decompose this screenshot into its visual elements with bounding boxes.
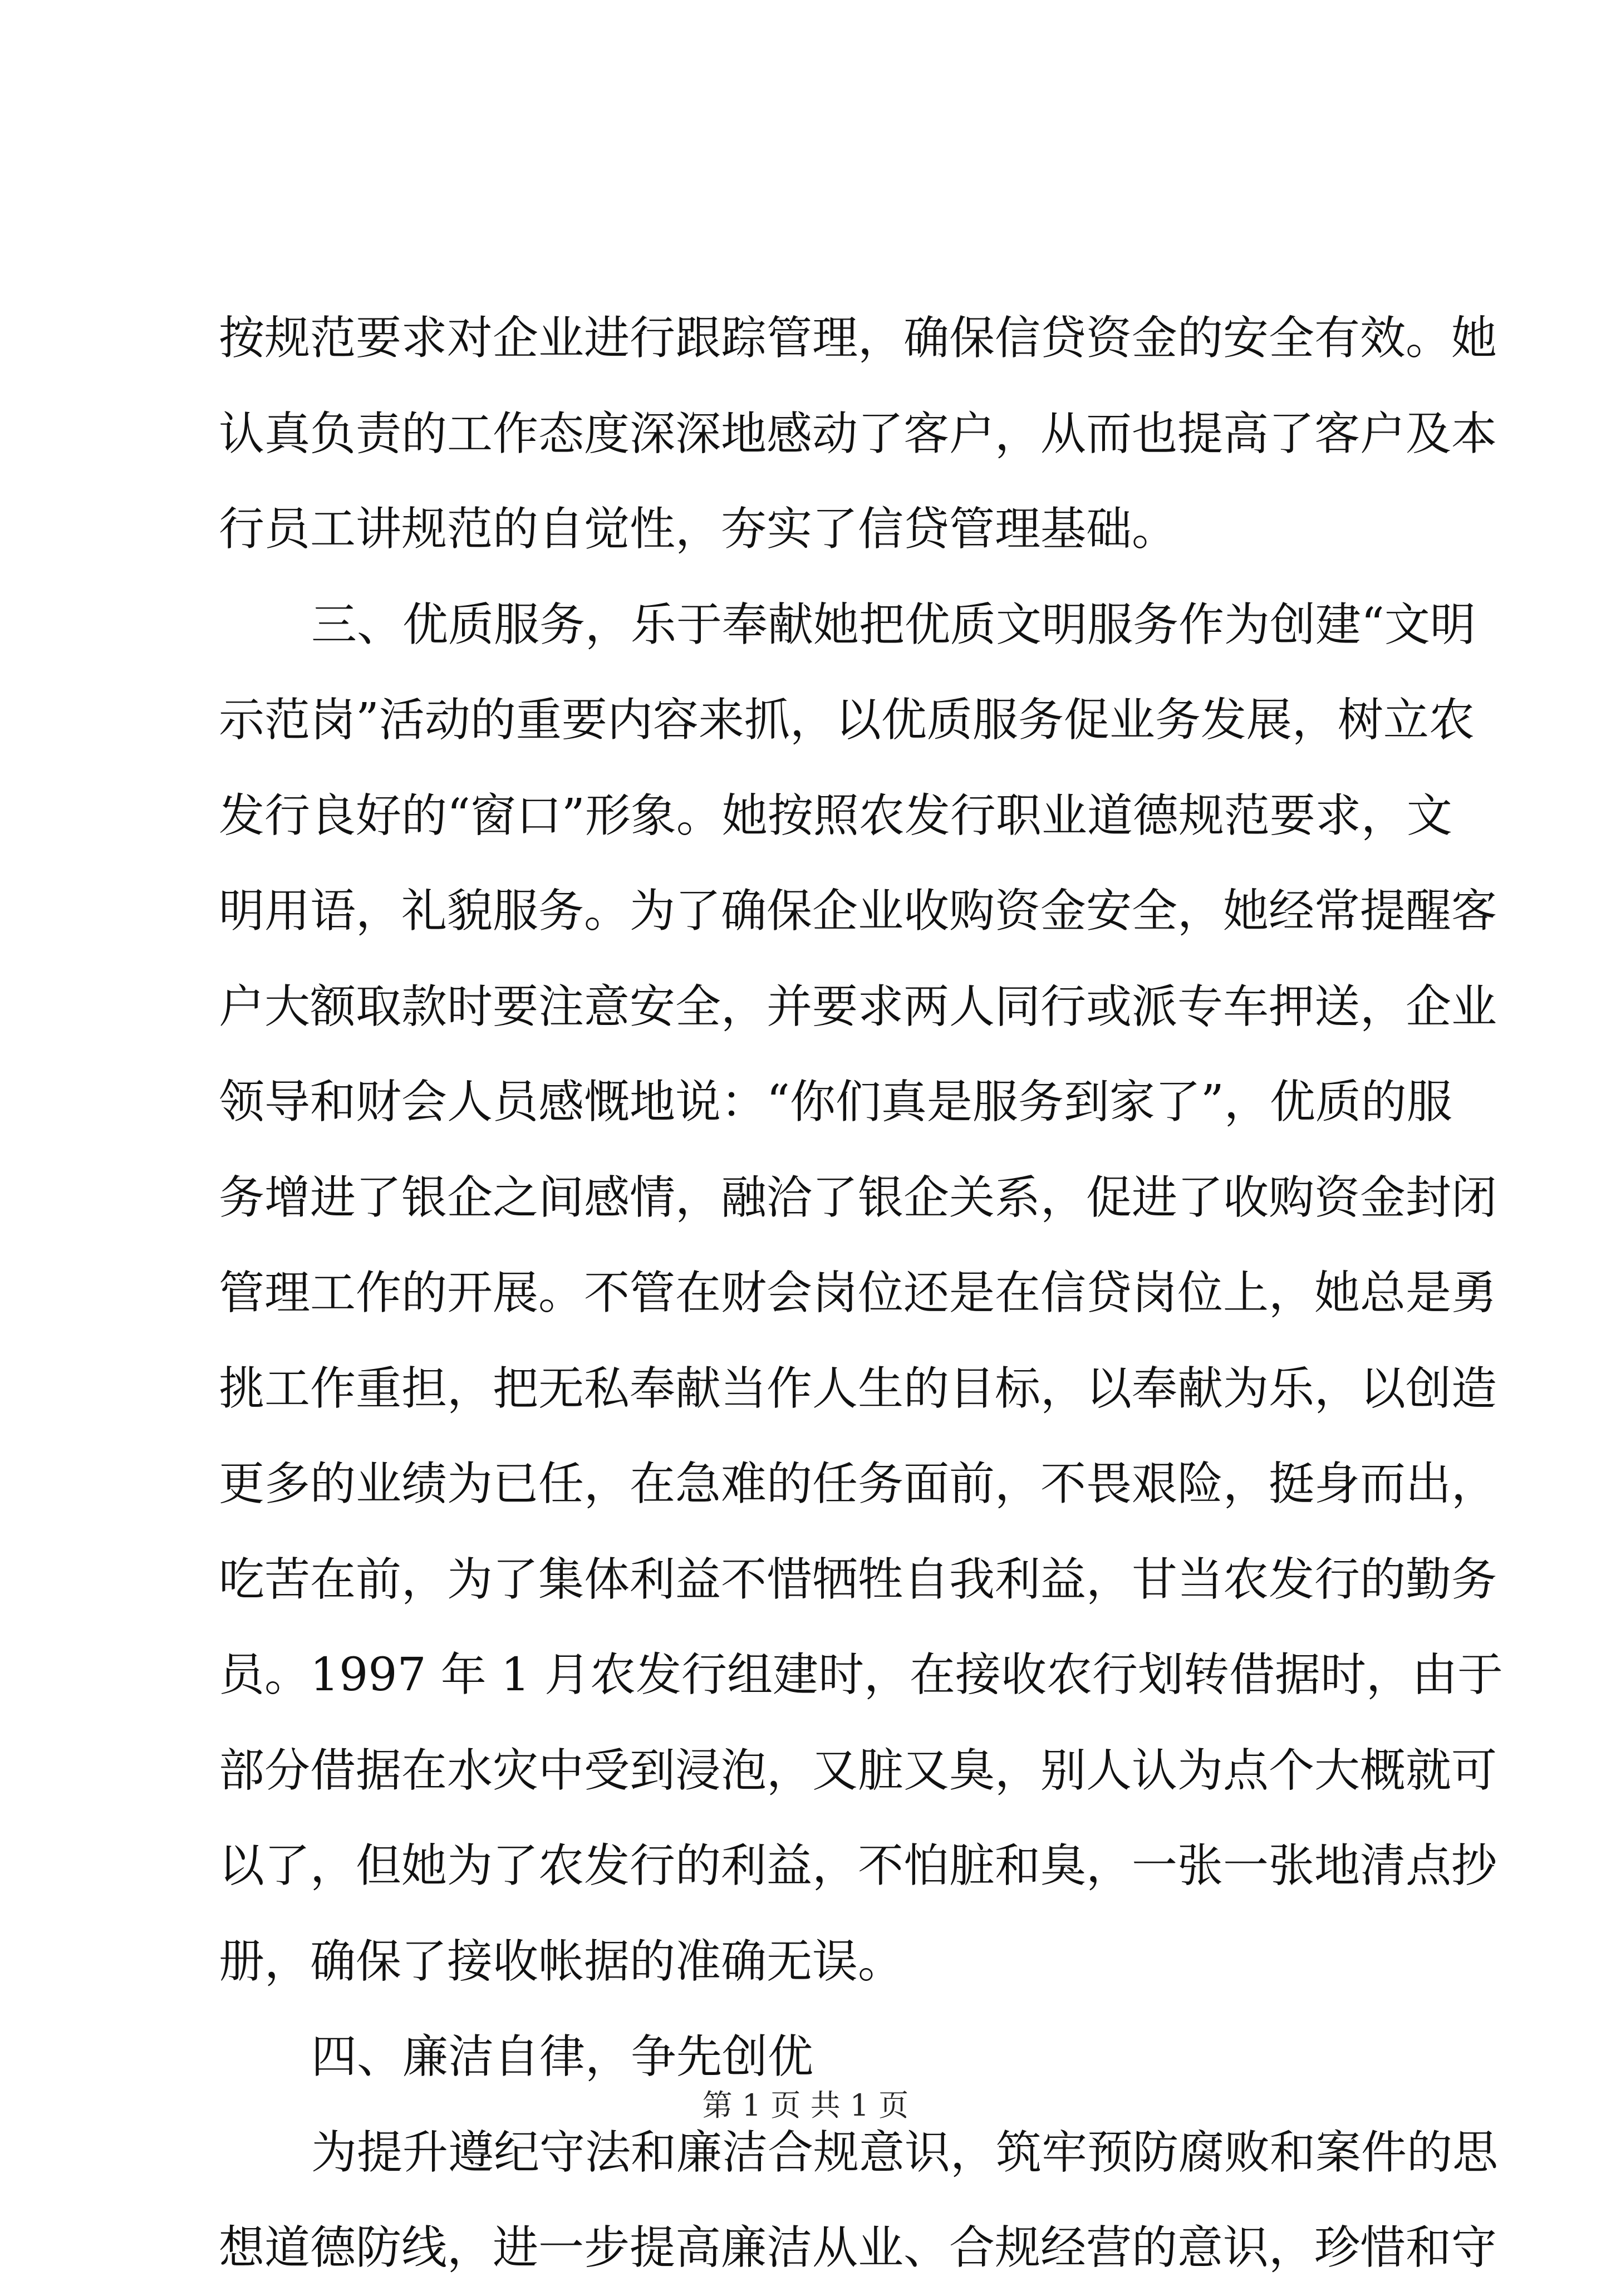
text-line: 领导和财会人员感慨地说：“你们真是服务到家了”，优质的服 bbox=[219, 1076, 1452, 1129]
body-text bbox=[219, 291, 1504, 2296]
text-line: 想道德防线，进一步提高廉洁从业、合规经营的意识，珍惜和守 bbox=[219, 2221, 1497, 2274]
text-line: 挑工作重担，把无私奉献当作人生的目标，以奉献为乐，以创造 bbox=[219, 1362, 1497, 1415]
text-line: 为提升遵纪守法和廉洁合规意识，筑牢预防腐败和案件的思 bbox=[311, 2126, 1499, 2179]
text-line: 户大额取款时要注意安全，并要求两人同行或派专车押送，企业 bbox=[219, 980, 1497, 1033]
text-line: 明用语，礼貌服务。为了确保企业收购资金安全，她经常提醒客 bbox=[219, 885, 1497, 938]
text-line: 以了，但她为了农发行的利益，不怕脏和臭，一张一张地清点抄 bbox=[219, 1839, 1497, 1892]
text-line: 示范岗”活动的重要内容来抓，以优质服务促业务发展，树立农 bbox=[219, 694, 1475, 747]
text-line: 按规范要求对企业进行跟踪管理，确保信贷资金的安全有效。她 bbox=[219, 312, 1497, 365]
text-line: 员。1997 年 1 月农发行组建时，在接收农行划转借据时，由于 bbox=[219, 1649, 1504, 1701]
text-line: 行员工讲规范的自觉性，夯实了信贷管理基础。 bbox=[219, 503, 1178, 556]
text-line: 认真负责的工作态度深深地感动了客户，从而也提高了客户及本 bbox=[219, 407, 1497, 460]
text-line: 发行良好的“窗口”形象。她按照农发行职业道德规范要求，文 bbox=[219, 789, 1452, 842]
text-line: 四、廉洁自律，争先创优 bbox=[311, 2030, 814, 2083]
text-line: 三、优质服务，乐于奉献她把优质文明服务作为创建“文明 bbox=[311, 598, 1476, 651]
text-line: 吃苦在前，为了集体利益不惜牺牲自我利益，甘当农发行的勤务 bbox=[219, 1553, 1497, 1606]
text-line: 管理工作的开展。不管在财会岗位还是在信贷岗位上，她总是勇 bbox=[219, 1267, 1497, 1319]
text-line: 册，确保了接收帐据的准确无误。 bbox=[219, 1935, 904, 1988]
text-line: 更多的业绩为已任，在急难的任务面前，不畏艰险，挺身而出， bbox=[219, 1458, 1497, 1510]
text-line: 务增进了银企之间感情，融洽了银企关系，促进了收购资金封闭 bbox=[219, 1171, 1497, 1224]
text-line: 部分借据在水灾中受到浸泡，又脏又臭，别人认为点个大概就可 bbox=[219, 1744, 1497, 1797]
page-footer: 第 1 页 共 1 页 bbox=[702, 2088, 909, 2123]
